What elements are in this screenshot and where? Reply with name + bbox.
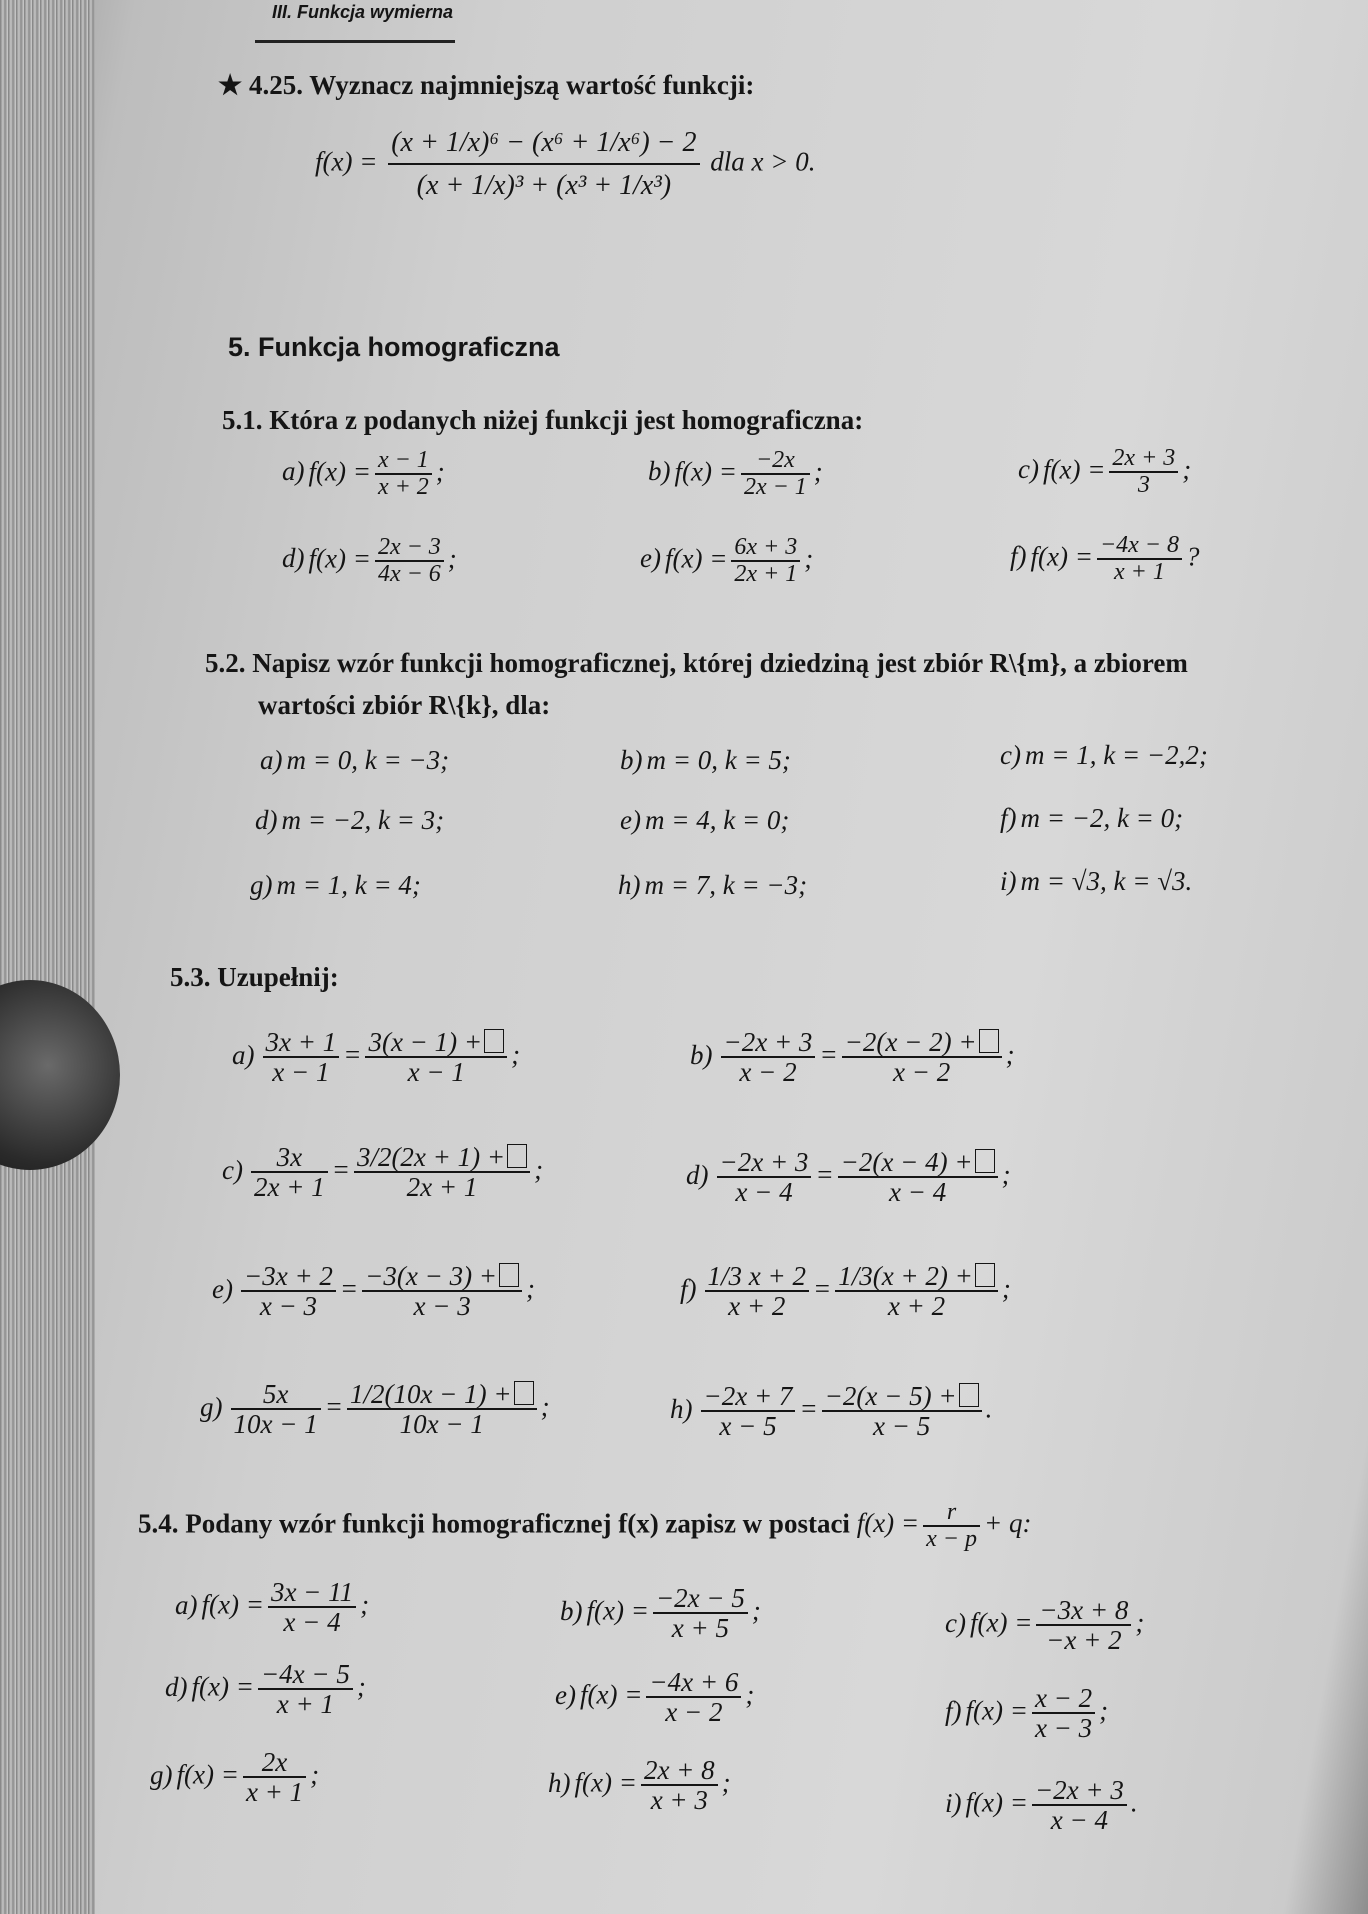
task-5-4-item-f (945, 1684, 1108, 1743)
form-num: r (923, 1500, 980, 1527)
right-fraction (365, 1028, 507, 1087)
left-num: −3x + 2 (241, 1262, 336, 1292)
item-end: ; (447, 543, 457, 574)
item-num: 2x + 3 (1109, 446, 1178, 473)
item-fraction (375, 535, 444, 587)
item-den: x + 1 (245, 1777, 304, 1808)
right-num (354, 1143, 530, 1173)
left-fraction (231, 1380, 321, 1439)
left-den: x − 2 (739, 1057, 797, 1088)
blank-box[interactable] (959, 1383, 979, 1407)
task-5-2-item-i (1000, 866, 1192, 897)
item-num: −4x − 5 (258, 1660, 353, 1690)
task-5-4-label: 5.4. (138, 1508, 179, 1539)
form-lhs: f(x) = (856, 1508, 920, 1539)
item-lhs: f(x) = (308, 456, 371, 487)
item-end: ; (804, 543, 814, 574)
form-tail: + q: (983, 1508, 1032, 1539)
right-num (835, 1262, 998, 1292)
task-5-4-item-g (150, 1748, 319, 1807)
right-den: 10x − 1 (399, 1409, 484, 1440)
right-num (822, 1382, 982, 1412)
item-label: f) (680, 1273, 697, 1304)
right-fraction (354, 1143, 530, 1202)
item-end: ; (1001, 1273, 1011, 1304)
item-den: x − 4 (283, 1607, 341, 1638)
item-label: d) (282, 543, 305, 574)
item-label: b) (648, 456, 671, 487)
item-num: −4x − 8 (1097, 533, 1182, 560)
right-num-text: −2(x − 2) + (844, 1027, 977, 1057)
item-fraction (641, 1756, 718, 1815)
task-5-4-item-e (555, 1668, 754, 1727)
task-5-4-form (856, 1499, 1032, 1553)
task-5-1-item-b (648, 448, 823, 500)
left-num: −2x + 3 (721, 1028, 816, 1058)
task-5-1-heading (222, 405, 863, 436)
right-fraction (822, 1382, 982, 1441)
task-5-2-label: 5.2. (205, 648, 246, 678)
task-5-2-prompt-line2: wartości zbiór R\{k}, dla: (258, 690, 551, 720)
item-den: 3 (1137, 472, 1150, 499)
item-den: x − 2 (665, 1697, 723, 1728)
item-lhs: f(x) = (201, 1589, 264, 1620)
left-den: x − 5 (719, 1411, 777, 1442)
item-text: m = √3, k = √3. (1020, 866, 1193, 896)
right-num-text: 1/2(10x − 1) + (349, 1379, 512, 1409)
left-fraction (251, 1143, 328, 1202)
right-num (838, 1148, 998, 1178)
task-5-2-item-h (618, 870, 807, 901)
item-den: x + 5 (671, 1613, 730, 1644)
item-text: m = 4, k = 0; (644, 805, 790, 835)
formula-condition: dla x > 0. (710, 146, 816, 177)
task-5-3-item-f: f) $\frac{1/3 x + 2}{x + 2}$ = $\frac{1/3(x + 2) +}{x + 2}$ ; (680, 1261, 1011, 1322)
item-end: ; (1182, 454, 1192, 485)
item-label: i) (1000, 866, 1017, 896)
item-label: b) (620, 745, 643, 775)
item-num: −2x − 5 (653, 1584, 748, 1614)
task-5-1-item-e (640, 535, 813, 587)
task-5-1-item-a (282, 448, 445, 500)
task-5-1-item-c (1018, 446, 1191, 498)
item-label: h) (618, 870, 641, 900)
left-num: 3x + 1 (263, 1028, 340, 1058)
item-den: x + 3 (650, 1785, 708, 1816)
item-label: d) (255, 805, 278, 835)
item-den: x + 1 (1114, 559, 1165, 586)
blank-box[interactable] (975, 1149, 995, 1173)
item-num: 3x − 11 (268, 1578, 356, 1608)
item-label: a) (282, 456, 305, 487)
right-den: 2x + 1 (406, 1172, 478, 1203)
right-num-text: −2(x − 5) + (824, 1381, 957, 1411)
item-fraction (1109, 446, 1178, 498)
item-end: ; (1001, 1159, 1011, 1190)
task-5-4-heading (138, 1500, 1031, 1552)
item-end: ; (1005, 1039, 1015, 1070)
right-fraction (838, 1148, 998, 1207)
right-fraction (842, 1028, 1002, 1087)
task-5-2-item-g (250, 870, 421, 901)
right-num (365, 1028, 507, 1058)
running-title: III. Funkcja wymierna (272, 2, 454, 22)
item-fraction (268, 1578, 356, 1637)
item-lhs: f(x) = (1030, 541, 1093, 572)
item-label: d) (165, 1671, 188, 1702)
item-end: . (985, 1393, 993, 1424)
formula-denominator: (x + 1/x)³ + (x³ + 1/x³) (416, 170, 672, 202)
item-label: e) (640, 543, 661, 574)
task-5-4-item-b (560, 1584, 761, 1643)
blank-box[interactable] (507, 1144, 527, 1168)
item-num: 6x + 3 (731, 535, 800, 562)
item-lhs: f(x) = (176, 1759, 239, 1790)
item-end: ; (534, 1154, 544, 1185)
item-lhs: f(x) = (674, 456, 737, 487)
item-fraction (646, 1668, 741, 1727)
item-num: −2x (741, 448, 810, 475)
item-fraction (375, 448, 432, 500)
item-end: ; (356, 1671, 366, 1702)
item-end: ; (360, 1589, 370, 1620)
item-text: m = 1, k = 4; (276, 870, 421, 900)
item-fraction (741, 448, 810, 500)
left-num: −2x + 3 (717, 1148, 812, 1178)
blank-box[interactable] (975, 1263, 995, 1287)
task-4-25-prompt: Wyznacz najmniejszą wartość funkcji: (309, 70, 755, 100)
formula-fraction (388, 128, 699, 201)
form-den: x − p (926, 1526, 977, 1553)
item-label: g) (150, 1759, 173, 1790)
left-fraction (241, 1262, 336, 1321)
item-label: f) (1000, 803, 1017, 833)
item-label: b) (690, 1039, 713, 1070)
item-label: a) (260, 745, 283, 775)
item-fraction (1032, 1684, 1095, 1743)
item-fraction (243, 1748, 306, 1807)
right-num-text: −2(x − 4) + (840, 1147, 973, 1177)
item-label: d) (686, 1159, 709, 1190)
item-lhs: f(x) = (191, 1671, 254, 1702)
page-edges (0, 0, 95, 1914)
right-num-text: 3(x − 1) + (368, 1027, 483, 1057)
item-den: 2x − 1 (743, 474, 807, 501)
right-fraction (835, 1262, 998, 1321)
right-num-text: −3(x − 3) + (365, 1261, 498, 1291)
item-fraction (1032, 1776, 1127, 1835)
blank-box[interactable] (514, 1381, 534, 1405)
right-num (347, 1380, 537, 1410)
item-label: i) (945, 1787, 962, 1818)
item-label: e) (620, 805, 641, 835)
task-5-3-item-a: a) $\frac{3x + 1}{x - 1}$ = $\frac{3(x - 1) +}{x - 1}$ ; (232, 1027, 521, 1088)
right-fraction (362, 1262, 522, 1321)
right-den: x − 2 (893, 1057, 951, 1088)
item-label: a) (175, 1589, 198, 1620)
item-end: ; (1135, 1607, 1145, 1638)
item-label: b) (560, 1595, 583, 1626)
left-num: 3x (251, 1143, 328, 1173)
item-label: c) (1000, 740, 1021, 770)
item-lhs: f(x) = (308, 543, 371, 574)
item-num: −3x + 8 (1036, 1596, 1131, 1626)
item-den: x − 3 (1034, 1713, 1093, 1744)
item-lhs: f(x) = (965, 1695, 1028, 1726)
left-den: 2x + 1 (253, 1172, 325, 1203)
task-5-3-label: 5.3. (170, 962, 211, 992)
right-den: x + 2 (887, 1291, 946, 1322)
blank-box[interactable] (484, 1029, 504, 1053)
right-den: x − 1 (407, 1057, 465, 1088)
item-fraction (1097, 533, 1182, 585)
left-den: x − 4 (735, 1177, 793, 1208)
item-fraction (1036, 1596, 1131, 1655)
task-5-3-item-c: c) $\frac{3x}{2x + 1}$ = $\frac{3/2(2x + 1) +}{2x + 1}$ ; (222, 1142, 544, 1203)
task-5-2-item-e (620, 805, 789, 836)
task-4-25-formula (315, 128, 816, 201)
left-num: 1/3 x + 2 (705, 1262, 809, 1292)
item-end: ; (511, 1039, 521, 1070)
item-lhs: f(x) = (965, 1787, 1028, 1818)
left-den: x − 1 (272, 1057, 330, 1088)
item-text: m = 0, k = 5; (646, 745, 791, 775)
item-label: c) (1018, 454, 1039, 485)
item-label: c) (222, 1154, 243, 1185)
task-5-2-item-d (255, 805, 444, 836)
item-label: a) (232, 1039, 255, 1070)
task-5-3-item-e: e) $\frac{-3x + 2}{x - 3}$ = $\frac{-3(x - 3) +}{x - 3}$ ; (212, 1261, 536, 1322)
left-num: 5x (231, 1380, 321, 1410)
item-lhs: f(x) = (574, 1767, 637, 1798)
task-4-25-heading (218, 70, 754, 101)
item-label: h) (548, 1767, 571, 1798)
item-num: x − 1 (375, 448, 432, 475)
item-lhs: f(x) = (664, 543, 728, 574)
left-fraction (721, 1028, 816, 1087)
item-text: m = 0, k = −3; (286, 745, 450, 775)
item-text: m = 7, k = −3; (644, 870, 808, 900)
item-den: 2x + 1 (734, 561, 798, 588)
formula-numerator: (x + 1/x)⁶ − (x⁶ + 1/x⁶) − 2 (388, 128, 699, 165)
right-den: x − 5 (873, 1411, 931, 1442)
left-den: 10x − 1 (233, 1409, 318, 1440)
right-num (842, 1028, 1002, 1058)
item-num: −2x + 3 (1032, 1776, 1127, 1806)
task-5-1-prompt: Która z podanych niżej funkcji jest homograficzna: (269, 405, 864, 435)
task-4-25-label: ★ 4.25. (218, 70, 303, 100)
left-fraction (705, 1262, 809, 1321)
left-den: x − 3 (259, 1291, 318, 1322)
right-den: x − 3 (413, 1291, 471, 1322)
task-5-4-item-i (945, 1776, 1138, 1835)
task-5-2-item-b (620, 745, 791, 776)
task-5-1-item-d (282, 535, 457, 587)
item-lhs: f(x) = (586, 1595, 649, 1626)
task-5-4-item-h (548, 1756, 731, 1815)
item-label: g) (250, 870, 273, 900)
task-5-2-item-c (1000, 740, 1208, 771)
item-label: g) (200, 1391, 223, 1422)
item-lhs: f(x) = (579, 1679, 643, 1710)
item-end: ; (310, 1759, 320, 1790)
item-end: ; (540, 1391, 550, 1422)
task-5-2-prompt-line1: Napisz wzór funkcji homograficznej, której dziedziną jest zbiór R\{m}, a zbiorem (252, 648, 1188, 678)
left-fraction (263, 1028, 340, 1087)
task-5-4-prompt: Podany wzór funkcji homograficznej f(x) zapisz w postaci (185, 1508, 850, 1539)
item-lhs: f(x) = (969, 1607, 1033, 1638)
item-num: 2x − 3 (375, 535, 444, 562)
item-end: ; (1099, 1695, 1109, 1726)
item-num: −4x + 6 (646, 1668, 741, 1698)
task-5-3-heading (170, 962, 339, 993)
item-end: ; (526, 1273, 536, 1304)
item-den: 4x − 6 (377, 561, 441, 588)
item-end: ? (1185, 541, 1200, 572)
task-5-3-item-g: g) $\frac{5x}{10x - 1}$ = $\frac{1/2(10x - 1) +}{10x - 1}$ ; (200, 1379, 550, 1440)
left-den: x + 2 (728, 1291, 786, 1322)
section-title: 5. Funkcja homograficzna (228, 332, 560, 362)
blank-box[interactable] (499, 1263, 519, 1287)
item-den: −x + 2 (1046, 1625, 1122, 1656)
item-num: x − 2 (1032, 1684, 1095, 1714)
item-lhs: f(x) = (1042, 454, 1106, 485)
item-text: m = −2, k = 3; (281, 805, 445, 835)
task-5-3-item-h: h) $\frac{-2x + 7}{x - 5}$ = $\frac{-2(x - 5) +}{x - 5}$ . (670, 1381, 993, 1442)
formula-lhs: f(x) = (315, 146, 378, 177)
item-label: f) (1010, 541, 1027, 572)
item-end: ; (721, 1767, 731, 1798)
right-num-text: 3/2(2x + 1) + (356, 1142, 506, 1172)
task-5-3-item-b: b) $\frac{-2x + 3}{x - 2}$ = $\frac{-2(x - 2) +}{x - 2}$ ; (690, 1027, 1015, 1088)
item-text: m = −2, k = 0; (1020, 803, 1184, 833)
task-5-4-item-a (175, 1578, 369, 1637)
item-den: x − 4 (1050, 1805, 1109, 1836)
task-5-3-item-d: d) $\frac{-2x + 3}{x - 4}$ = $\frac{-2(x - 4) +}{x - 4}$ ; (686, 1147, 1011, 1208)
right-den: x − 4 (889, 1177, 947, 1208)
item-label: e) (212, 1273, 233, 1304)
item-end: ; (751, 1595, 761, 1626)
item-end: . (1130, 1787, 1138, 1818)
task-5-3-prompt: Uzupełnij: (217, 962, 339, 992)
left-fraction (717, 1148, 812, 1207)
item-label: h) (670, 1393, 693, 1424)
task-5-2-item-a (260, 745, 449, 776)
blank-box[interactable] (979, 1029, 999, 1053)
item-num: 2x (243, 1748, 306, 1778)
item-num: 2x + 8 (641, 1756, 718, 1786)
task-5-1-label: 5.1. (222, 405, 263, 435)
task-5-4-item-c (945, 1596, 1144, 1655)
item-label: e) (555, 1679, 576, 1710)
task-5-1-item-f (1010, 533, 1199, 585)
right-num-text: 1/3(x + 2) + (838, 1261, 973, 1291)
item-label: c) (945, 1607, 966, 1638)
item-den: x + 2 (377, 474, 429, 501)
item-den: x + 1 (276, 1689, 335, 1720)
item-label: f) (945, 1695, 962, 1726)
right-fraction (347, 1380, 537, 1439)
task-5-2-item-f (1000, 803, 1183, 834)
item-fraction (731, 535, 800, 587)
task-5-2-heading (205, 648, 1188, 679)
item-fraction (258, 1660, 353, 1719)
item-end: ; (745, 1679, 755, 1710)
item-end: ; (813, 456, 823, 487)
right-num (362, 1262, 522, 1292)
task-5-4-item-d (165, 1660, 366, 1719)
left-num: −2x + 7 (701, 1382, 796, 1412)
form-fraction (923, 1500, 980, 1552)
left-fraction (701, 1382, 796, 1441)
item-text: m = 1, k = −2,2; (1024, 740, 1208, 770)
item-fraction (653, 1584, 748, 1643)
item-end: ; (435, 456, 445, 487)
